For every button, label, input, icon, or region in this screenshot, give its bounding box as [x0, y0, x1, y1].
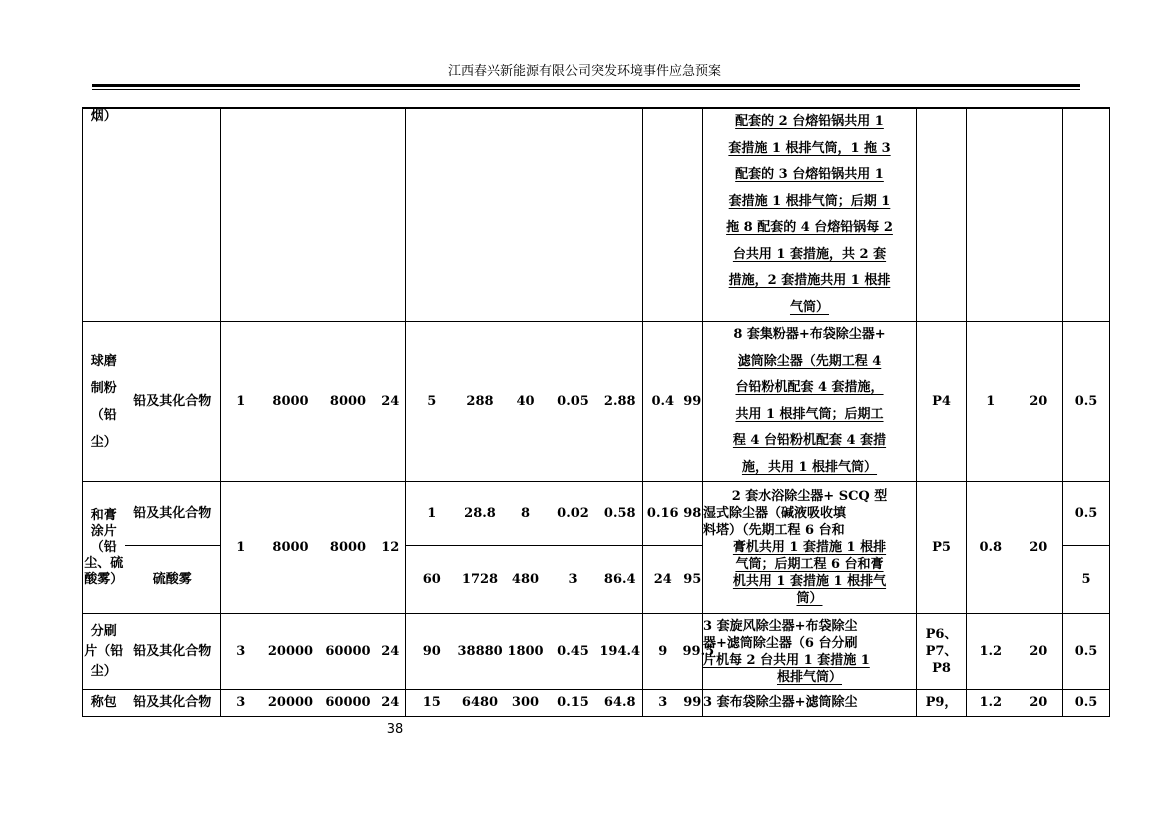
table-cell: 1 [221, 482, 261, 614]
table-cell: 194.4 [598, 614, 643, 690]
table-cell [683, 108, 703, 322]
table-cell: 8000 [321, 482, 376, 614]
pollutant-cell: 硫酸雾 [125, 546, 221, 614]
table-cell: 60000 [321, 690, 376, 717]
outlet-line: P8 [932, 661, 951, 676]
table-row [83, 322, 1110, 482]
table-cell: 0.16 [643, 482, 683, 546]
table-cell: 95 [683, 546, 703, 614]
table-cell: 5 [406, 322, 458, 482]
process-cell [83, 614, 125, 690]
table-cell: 288 [458, 322, 503, 482]
table-cell: 40 [503, 322, 549, 482]
table-cell: 0.8 [967, 482, 1015, 614]
measure-line: 片机每 2 台共用 1 套措施 1 [703, 652, 870, 668]
table-cell: 8000 [261, 482, 321, 614]
table-cell [406, 108, 458, 322]
table-cell: 90 [406, 614, 458, 690]
outlet-cell: P5 [917, 482, 967, 614]
table-cell: 8 [503, 482, 549, 546]
process-line: 分刷 [90, 623, 117, 639]
document-header-title: 江西春兴新能源有限公司突发环境事件应急预案 [447, 64, 721, 79]
process-line: 球磨 [90, 353, 117, 369]
table-cell: 1 [967, 322, 1015, 482]
table-cell: 1728 [458, 546, 503, 614]
table-cell: 3 [549, 546, 598, 614]
measure-line: 气筒） [789, 299, 829, 315]
table-cell: 20 [1015, 690, 1063, 717]
table-cell: 1.2 [967, 614, 1015, 690]
measure-cell: 3 套布袋除尘器+滤筒除尘 [703, 690, 917, 717]
table-cell: 1 [221, 322, 261, 482]
table-cell: 98 [683, 482, 703, 546]
process-line: 和膏 [90, 507, 117, 523]
table-cell: 60000 [321, 614, 376, 690]
table-cell: 20000 [261, 690, 321, 717]
measure-cell [703, 482, 917, 614]
table-cell: 99.5 [683, 614, 703, 690]
outlet-cell: P9， [917, 690, 967, 717]
table-cell: 6480 [458, 690, 503, 717]
page-number: 38 [386, 722, 404, 737]
measure-line: 3 套旋风除尘器+布袋除尘 [703, 618, 858, 634]
outlet-cell [917, 614, 967, 690]
measure-cell [703, 108, 917, 322]
measure-cell [703, 614, 917, 690]
table-cell: 3 [643, 690, 683, 717]
table-cell [967, 108, 1015, 322]
measure-line: 配套的 2 台熔铅锅共用 1 [735, 114, 884, 129]
emission-table [82, 107, 1110, 717]
measure-line: 程 4 台铅粉机配套 4 套措 [732, 433, 887, 448]
table-cell: 1.2 [967, 690, 1015, 717]
measure-line: 共用 1 根排气筒；后期工 [735, 406, 884, 422]
table-row [83, 690, 1110, 717]
table-cell: 24 [376, 690, 406, 717]
process-line: 酸雾） [84, 571, 124, 587]
table-cell [376, 108, 406, 322]
table-cell: 86.4 [598, 546, 643, 614]
table-cell: 300 [503, 690, 549, 717]
measure-line: 台共用 1 套措施，共 2 套 [732, 246, 887, 262]
outlet-cell: P4 [917, 322, 967, 482]
table-cell: 0.58 [598, 482, 643, 546]
table-cell [643, 108, 683, 322]
process-line: （铅 [90, 407, 117, 423]
table-cell: 1 [406, 482, 458, 546]
table-cell: 0.4 [643, 322, 683, 482]
table-cell: 5 [1063, 546, 1110, 614]
measure-line: 施，共用 1 根排气筒） [741, 459, 878, 475]
measure-line: 筒） [796, 591, 823, 606]
header-rule-thick [92, 84, 1080, 87]
table-cell [503, 108, 549, 322]
measure-line: 8 套集粉器+布袋除尘器+ [733, 327, 886, 342]
process-line: 尘） [90, 663, 117, 679]
measure-line: 2 套水浴除尘器+ SCQ 型 [731, 489, 888, 504]
measure-line: 机共用 1 套措施 1 根排气 [732, 574, 887, 589]
table-cell: 3 [221, 614, 261, 690]
table-cell: 64.8 [598, 690, 643, 717]
header-rule-thin [92, 89, 1080, 90]
measure-line: 滤筒除尘器（先期工程 4 [737, 353, 882, 369]
table-cell: 0.45 [549, 614, 598, 690]
table-cell: 15 [406, 690, 458, 717]
measure-line: 配套的 3 台熔铅锅共用 1 [735, 167, 884, 182]
table-row [83, 614, 1110, 690]
measure-line: 根排气筒） [776, 669, 842, 685]
table-cell: 0.02 [549, 482, 598, 546]
measure-line: 料塔）（先期工程 6 台和 [703, 523, 845, 538]
table-cell: 20 [1015, 322, 1063, 482]
table-row [83, 482, 1110, 546]
table-cell: 2.88 [598, 322, 643, 482]
table-cell [549, 108, 598, 322]
pollutant-cell: 铅及其化合物 [125, 322, 221, 482]
process-cell [83, 482, 125, 614]
table-cell [261, 108, 321, 322]
table-cell [321, 108, 376, 322]
table-cell: 8000 [321, 322, 376, 482]
table-cell: 99 [683, 690, 703, 717]
pollutant-cell: 铅及其化合物 [125, 614, 221, 690]
table-cell: 24 [376, 322, 406, 482]
table-cell: 8000 [261, 322, 321, 482]
measure-line: 措施，2 套措施共用 1 根排 [728, 273, 891, 288]
table-cell: 0.5 [1063, 322, 1110, 482]
measure-line: 气筒；后期工程 6 台和膏 [735, 557, 884, 572]
measure-line: 膏机共用 1 套措施 1 根排 [732, 540, 887, 555]
table-cell: 20000 [261, 614, 321, 690]
outlet-cell [917, 108, 967, 322]
table-cell: 1800 [503, 614, 549, 690]
table-cell: 28.8 [458, 482, 503, 546]
table-cell: 24 [643, 546, 683, 614]
measure-line: 台铅粉机配套 4 套措施， [735, 380, 884, 395]
process-cell: 称包 [83, 690, 125, 717]
process-line: 涂片 [90, 523, 117, 539]
process-cell: 烟） [83, 108, 125, 322]
measure-line: 器+滤筒除尘器（6 台分刷 [703, 635, 858, 651]
table-cell: 20 [1015, 614, 1063, 690]
table-cell: 0.05 [549, 322, 598, 482]
outlet-line: P6、P7、 [925, 627, 958, 659]
process-line: 尘、硫 [84, 555, 124, 571]
process-line: 片（铅 [84, 643, 124, 659]
measure-line: 湿式除尘器（碱液吸收填 [703, 506, 847, 521]
table-cell: 0.15 [549, 690, 598, 717]
process-line: （铅 [90, 539, 117, 555]
table-cell: 0.5 [1063, 614, 1110, 690]
table-cell: 60 [406, 546, 458, 614]
table-cell: 38880 [458, 614, 503, 690]
measure-line: 套措施 1 根排气筒，1 拖 3 [728, 140, 891, 156]
table-cell: 9 [643, 614, 683, 690]
table-cell [1015, 108, 1063, 322]
pollutant-cell [125, 108, 221, 322]
process-cell [83, 322, 125, 482]
table-cell [1063, 108, 1110, 322]
table-cell: 0.5 [1063, 482, 1110, 546]
measure-line: 拖 8 配套的 4 台熔铅锅每 2 [726, 220, 893, 235]
pollutant-cell: 铅及其化合物 [125, 482, 221, 546]
table-cell: 24 [376, 614, 406, 690]
process-line: 尘） [90, 434, 117, 450]
measure-cell [703, 322, 917, 482]
table-cell [458, 108, 503, 322]
table-cell: 20 [1015, 482, 1063, 614]
table-row [83, 108, 1110, 322]
table-cell [598, 108, 643, 322]
process-line: 制粉 [90, 380, 117, 396]
table-cell [221, 108, 261, 322]
table-cell: 12 [376, 482, 406, 614]
pollutant-cell: 铅及其化合物 [125, 690, 221, 717]
table-cell: 3 [221, 690, 261, 717]
table-cell: 99 [683, 322, 703, 482]
measure-line: 套措施 1 根排气筒；后期 1 [728, 193, 891, 209]
table-cell: 0.5 [1063, 690, 1110, 717]
table-cell: 480 [503, 546, 549, 614]
